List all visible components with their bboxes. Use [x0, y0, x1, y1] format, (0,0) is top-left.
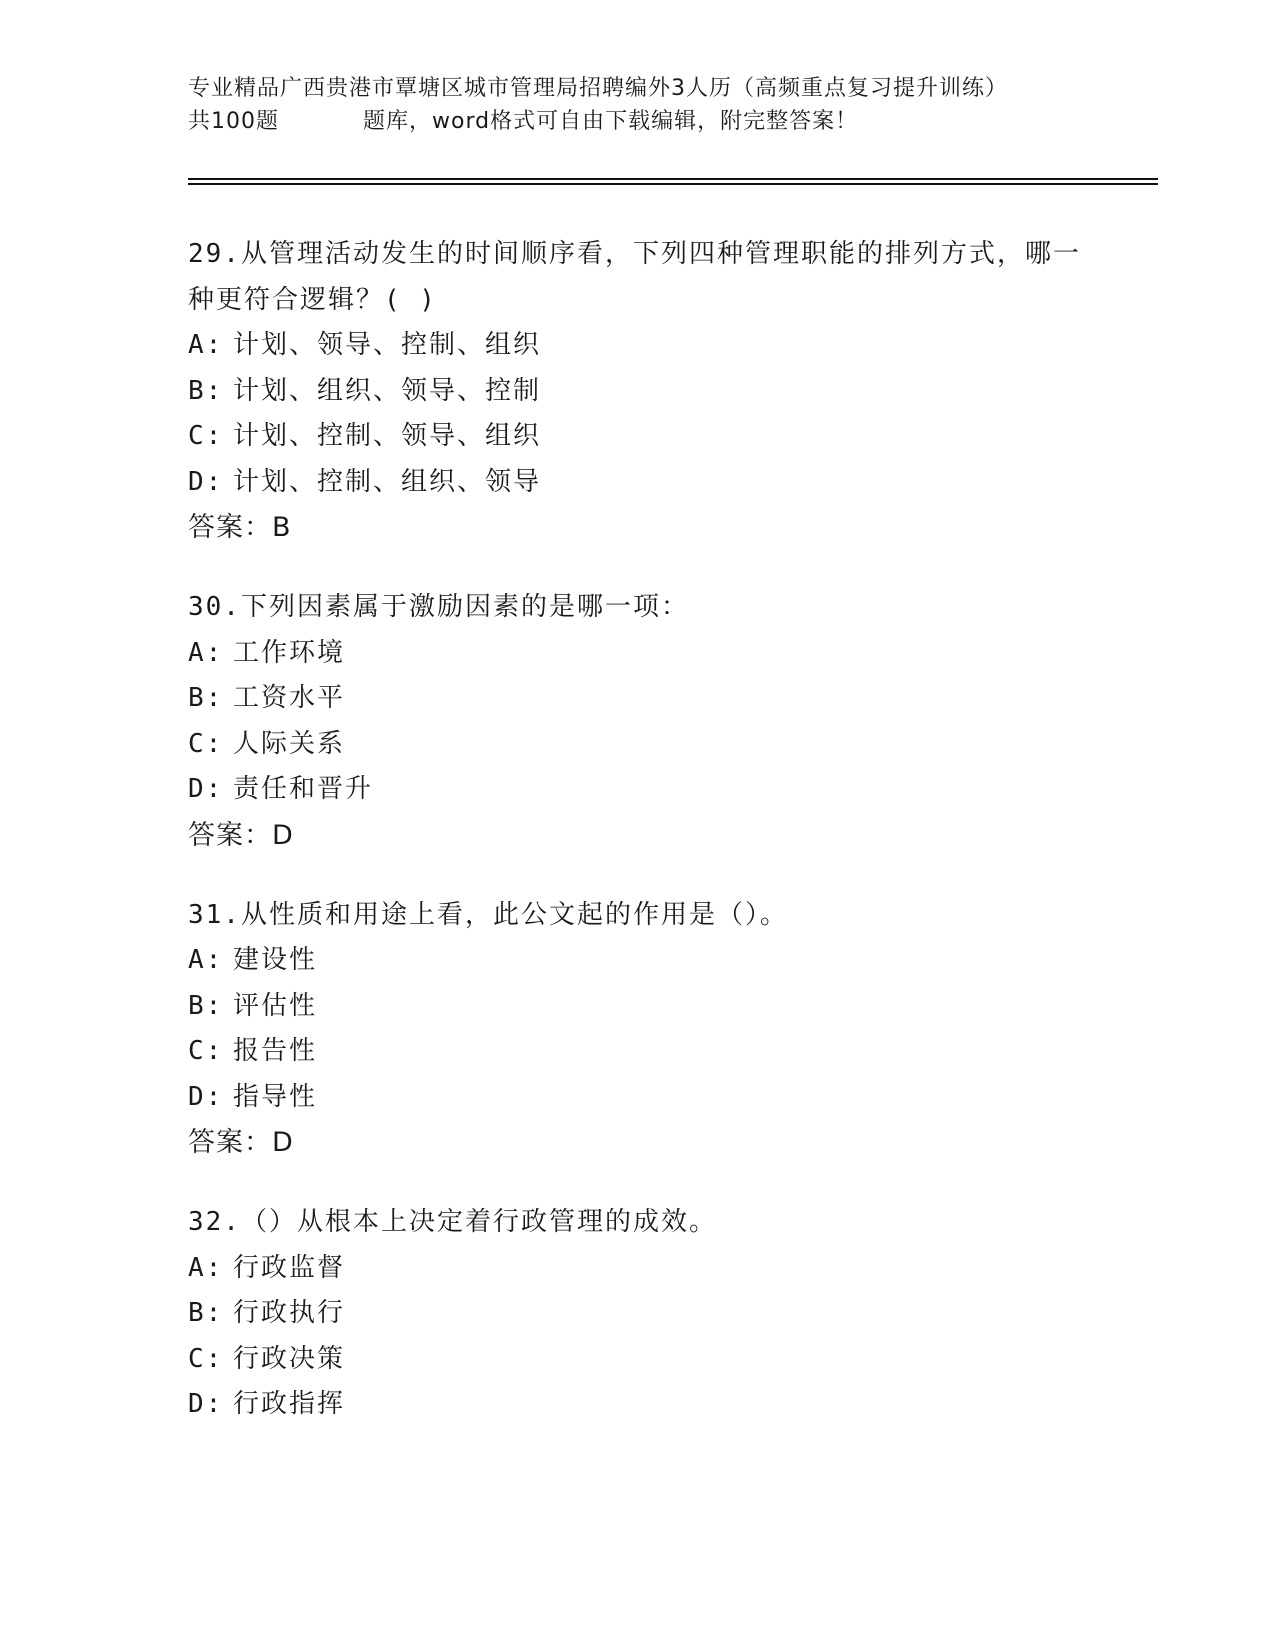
option-text: 计划、控制、组织、领导 [233, 466, 542, 497]
option-text: 工作环境 [233, 637, 346, 668]
question-30 [188, 585, 1088, 859]
option-a [188, 323, 1088, 369]
option-text: 行政指挥 [233, 1389, 346, 1419]
header-description: 题库，word格式可自由下载编辑，附完整答案！ [363, 109, 859, 134]
option-text: 行政执行 [233, 1298, 346, 1328]
option-text: 行政监督 [233, 1252, 346, 1283]
option-c [188, 1337, 1088, 1383]
option-d [188, 767, 1088, 813]
option-letter: C: [188, 728, 224, 759]
option-a [188, 938, 1088, 984]
option-letter: C: [188, 1036, 224, 1066]
question-stem: 31.从性质和用途上看，此公文起的作用是（）。 [188, 899, 788, 930]
question-stem: 30.下列因素属于激励因素的是哪一项： [188, 592, 689, 622]
option-letter: D: [188, 1389, 224, 1419]
question-count: 共100题 [188, 109, 279, 134]
header-subline [188, 105, 1088, 138]
option-d [188, 1075, 1088, 1121]
option-b [188, 1291, 1088, 1337]
option-d [188, 460, 1088, 506]
option-text: 人际关系 [233, 728, 346, 759]
option-text: 责任和晋升 [233, 774, 374, 804]
option-letter: B: [188, 683, 224, 713]
option-letter: B: [188, 990, 224, 1021]
option-a [188, 631, 1088, 677]
question-29 [188, 232, 1088, 551]
option-letter: A: [188, 1252, 224, 1283]
document-header [188, 72, 1088, 138]
option-letter: A: [188, 330, 224, 360]
option-letter: A: [188, 637, 224, 668]
question-list [188, 232, 1088, 1462]
header-divider-bottom [188, 183, 1158, 185]
option-c [188, 722, 1088, 768]
option-text: 报告性 [233, 1036, 318, 1066]
option-c [188, 414, 1088, 460]
answer-line: 答案：D [188, 1127, 294, 1158]
option-d [188, 1382, 1088, 1428]
option-b [188, 676, 1088, 722]
option-text: 建设性 [233, 945, 318, 975]
answer-line: 答案：D [188, 819, 294, 851]
option-letter: B: [188, 375, 224, 406]
option-letter: C: [188, 1343, 224, 1374]
option-letter: B: [188, 1298, 224, 1328]
answer-line: 答案：B [188, 512, 292, 543]
option-text: 计划、组织、领导、控制 [233, 375, 542, 406]
option-text: 指导性 [233, 1081, 318, 1112]
option-letter: D: [188, 774, 224, 804]
question-31 [188, 893, 1088, 1167]
option-c [188, 1029, 1088, 1075]
option-text: 行政决策 [233, 1343, 346, 1374]
option-letter: D: [188, 466, 224, 497]
question-stem: 29.从管理活动发生的时间顺序看，下列四种管理职能的排列方式，哪一种更符合逻辑？( ) [188, 239, 1081, 315]
header-divider-top [188, 178, 1158, 180]
question-stem: 32.（）从根本上决定着行政管理的成效。 [188, 1207, 717, 1237]
option-letter: A: [188, 945, 224, 975]
option-text: 工资水平 [233, 683, 346, 713]
option-a [188, 1246, 1088, 1292]
option-b [188, 984, 1088, 1030]
option-letter: D: [188, 1081, 224, 1112]
question-32 [188, 1200, 1088, 1428]
option-letter: C: [188, 421, 224, 451]
option-text: 计划、控制、领导、组织 [233, 421, 542, 451]
option-b [188, 369, 1088, 415]
option-text: 计划、领导、控制、组织 [233, 330, 542, 360]
option-text: 评估性 [233, 990, 318, 1021]
header-title: 专业精品广西贵港市覃塘区城市管理局招聘编外3人历（高频重点复习提升训练） [188, 76, 1008, 101]
